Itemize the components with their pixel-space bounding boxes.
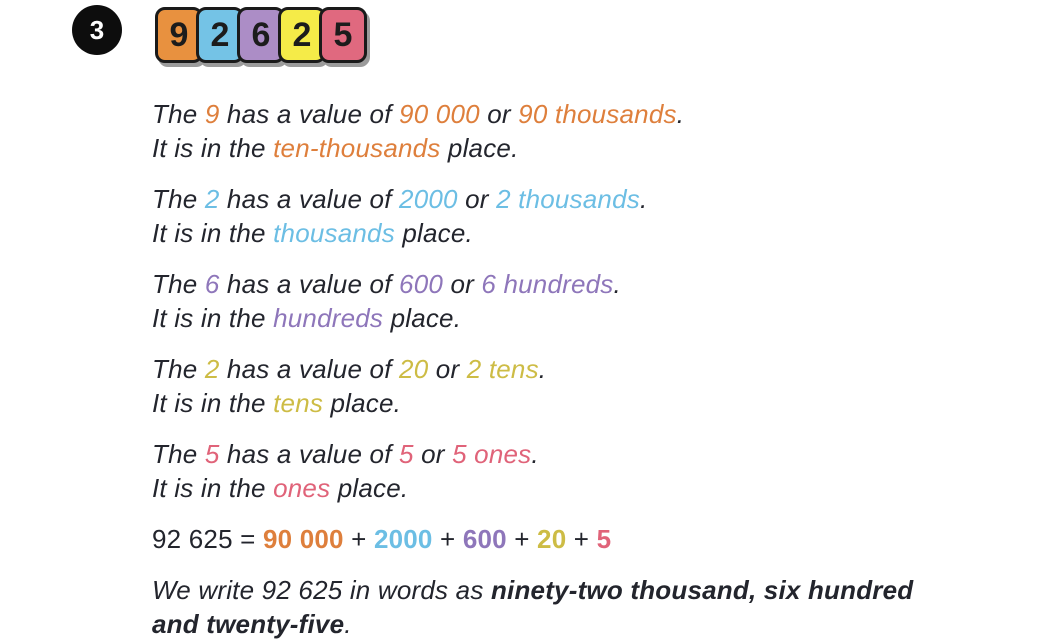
accent-text: 6 [204,269,220,299]
accent-text: 5 [204,439,220,469]
accent-text: 2000 [399,184,458,214]
place-value-statement [152,267,952,335]
text-segment: It is in the [152,388,274,418]
accent-text: 600 [462,524,507,554]
accent-text: 20 [399,354,429,384]
digit-tile: 5 [319,7,367,63]
text-segment: 92 625 = [152,524,263,554]
text-segment: The [152,439,205,469]
text-segment: The [152,184,205,214]
text-segment: or [443,269,482,299]
accent-text: 2 [204,184,220,214]
statement-line-value [152,182,952,216]
statement-line-place [152,216,952,250]
statement-line-value [152,97,952,131]
accent-text: hundreds [273,303,384,333]
text-segment: + [343,524,374,554]
accent-text: 2 thousands [496,184,640,214]
bold-text: ninety-two thousand, six hundred and twenty-five [152,575,914,639]
text-segment: + [566,524,597,554]
text-segment: The [152,354,205,384]
text-segment: + [432,524,463,554]
accent-text: 6 hundreds [481,269,614,299]
accent-text: 90 000 [262,524,344,554]
statements-container [152,97,952,505]
text-segment: It is in the [152,218,274,248]
text-segment: place. [440,133,519,163]
accent-text: 90 thousands [518,99,677,129]
text-segment: It is in the [152,133,274,163]
text-segment: The [152,99,205,129]
accent-text: 2 [204,354,220,384]
accent-text: 5 [399,439,414,469]
accent-text: 2 tens [466,354,539,384]
accent-text: 600 [399,269,444,299]
text-segment: or [479,99,519,129]
number-in-words-sentence [152,573,918,641]
text-segment: . [531,439,539,469]
statement-line-place [152,131,952,165]
accent-text: ten-thousands [273,133,441,163]
question-number-badge [72,5,122,55]
accent-text: 5 ones [452,439,532,469]
question-number: 3 [89,14,105,45]
partition-equation [152,522,952,556]
place-value-statement [152,437,952,505]
accent-text: 20 [537,524,567,554]
text-segment: . [639,184,648,214]
text-segment: We write 92 625 in words as [152,575,491,605]
text-segment: . [538,354,547,384]
accent-text: 90 000 [399,99,480,129]
text-segment: has a value of [219,99,400,129]
digit-tile: 2 [278,7,326,63]
digit-tile: 9 [155,7,203,63]
text-segment: The [152,269,205,299]
text-segment: has a value of [219,269,400,299]
accent-text: 9 [204,99,220,129]
text-segment: . [676,99,685,129]
text-segment: or [457,184,497,214]
statement-line-value [152,352,952,386]
digit-tile: 6 [237,7,285,63]
text-segment: . [613,269,621,299]
text-segment: has a value of [219,184,400,214]
place-value-statement [152,352,952,420]
place-value-statement [152,97,952,165]
text-segment: has a value of [219,439,400,469]
statement-line-place [152,471,952,505]
text-segment: place. [330,473,409,503]
text-segment: place. [383,303,462,333]
text-segment: It is in the [152,473,274,503]
statement-line-place [152,386,952,420]
accent-text: tens [273,388,324,418]
statement-line-place [152,301,952,335]
accent-text: ones [273,473,331,503]
text-segment: or [428,354,467,384]
digit-tiles [155,7,367,63]
text-segment: or [413,439,453,469]
statement-line-value [152,267,952,301]
accent-text: thousands [273,218,395,248]
text-segment: . [344,609,352,639]
text-segment: + [506,524,538,554]
statement-line-value [152,437,952,471]
place-value-statement [152,182,952,250]
digit-tile: 2 [196,7,244,63]
explanation-content [152,97,952,641]
accent-text: 2000 [373,524,433,554]
accent-text: 5 [596,524,612,554]
text-segment: It is in the [152,303,274,333]
text-segment: place. [394,218,473,248]
text-segment: place. [323,388,402,418]
text-segment: has a value of [219,354,400,384]
